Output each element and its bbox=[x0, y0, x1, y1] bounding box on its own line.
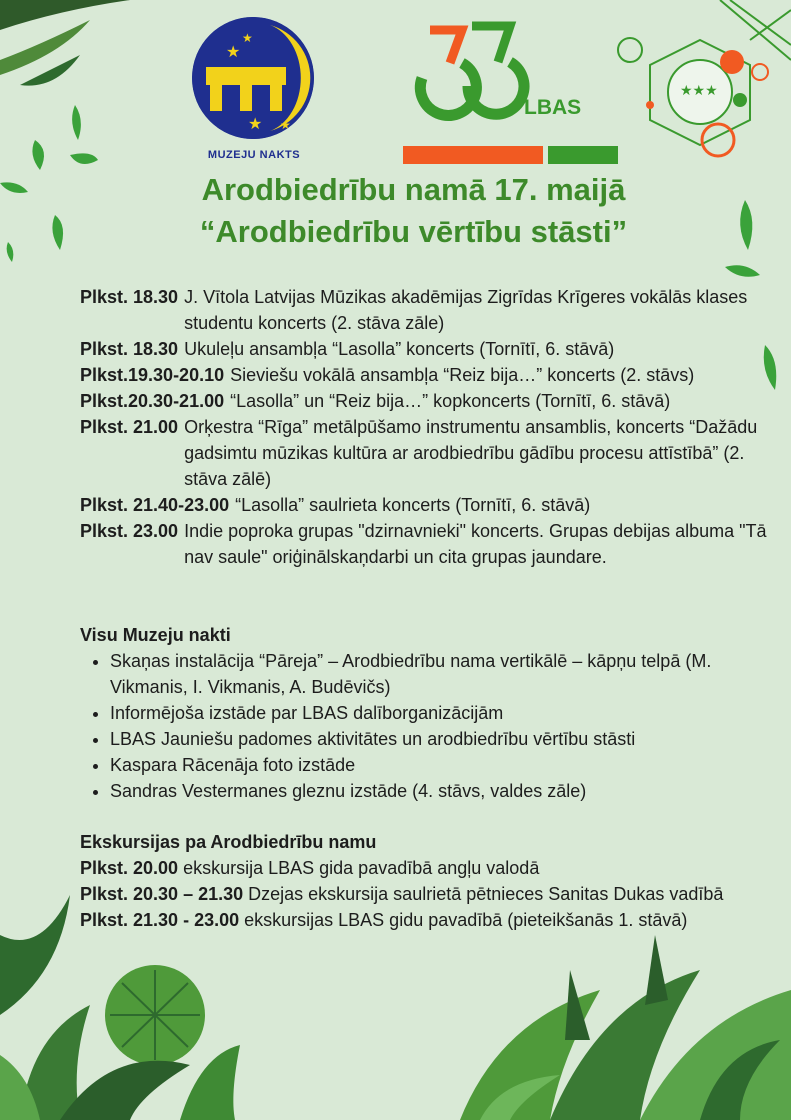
schedule-description: “Lasolla” un “Reiz bija…” kopkoncerts (Tornītī, 6. stāvā) bbox=[230, 391, 671, 411]
excursion-time: Plkst. 21.30 - 23.00 bbox=[80, 910, 240, 930]
schedule-description: Sieviešu vokālā ansambļa “Reiz bija…” koncerts (2. stāvs) bbox=[230, 365, 695, 385]
schedule-time: Plkst. 18.30 bbox=[80, 339, 179, 359]
svg-text:★: ★ bbox=[226, 42, 241, 61]
schedule-description: “Lasolla” saulrieta koncerts (Tornītī, 6. stāvā) bbox=[235, 495, 591, 515]
excursion-description: ekskursijas LBAS gidu pavadībā (pieteikšanās 1. stāvā) bbox=[244, 910, 688, 930]
schedule-item bbox=[80, 388, 770, 414]
schedule-description: J. Vītola Latvijas Mūzikas akadēmijas Zigrīdas Krīgeres vokālās klases studentu koncerts (2. stāva zāle) bbox=[184, 287, 748, 333]
lbas-35-logo bbox=[400, 18, 625, 168]
schedule-item bbox=[80, 362, 770, 388]
schedule-description: Indie poproka grupas "dzirnavnieki" koncerts. Grupas debijas albuma "Tā nav saule" oriģinālskaņdarbi un cita grupas jaundare. bbox=[184, 521, 767, 567]
schedule-item bbox=[80, 336, 770, 362]
svg-text:★: ★ bbox=[280, 118, 291, 132]
page-title: Arodbiedrību namā 17. maijā bbox=[201, 172, 626, 207]
excursion-item bbox=[80, 855, 770, 881]
lbas-text: LBAS bbox=[524, 96, 582, 119]
schedule-item bbox=[80, 492, 770, 518]
excursion-description: ekskursija LBAS gida pavadībā angļu valodā bbox=[183, 858, 540, 878]
schedule-time: Plkst.20.30-21.00 bbox=[80, 391, 225, 411]
schedule-description: Ukuleļu ansambļa “Lasolla” koncerts (Tornītī, 6. stāvā) bbox=[184, 339, 615, 359]
excursion-time: Plkst. 20.30 – 21.30 bbox=[80, 884, 244, 904]
schedule-item bbox=[80, 414, 770, 492]
svg-text:★★★: ★★★ bbox=[680, 83, 718, 99]
schedule-time: Plkst. 21.40-23.00 bbox=[80, 495, 230, 515]
page-subtitle: “Arodbiedrību vērtību stāsti” bbox=[199, 214, 628, 249]
lbas-badge-icon bbox=[610, 0, 791, 170]
section-heading: Ekskursijas pa Arodbiedrību namu bbox=[80, 832, 377, 852]
list-item: • LBAS Jauniešu padomes aktivitātes un arodbiedrību vērtību stāsti bbox=[110, 726, 770, 752]
list-item: • Kaspara Rācenāja foto izstāde bbox=[110, 752, 770, 778]
schedule-item bbox=[80, 518, 770, 570]
list-item: • Skaņas instalācija “Pāreja” – Arodbiedrību nama vertikālē – kāpņu telpā (M. Vikmanis, I. Vikmanis, A. Budēvičs) bbox=[110, 648, 770, 700]
schedule-time: Plkst. 18.30 bbox=[80, 287, 179, 307]
muzeju-nakts-logo bbox=[192, 17, 316, 162]
schedule-time: Plkst.19.30-20.10 bbox=[80, 365, 225, 385]
excursion-description: Dzejas ekskursija saulrietā pētnieces Sanitas Dukas vadībā bbox=[248, 884, 724, 904]
lbas-35-emblem bbox=[400, 18, 530, 143]
schedule-time: Plkst. 23.00 bbox=[80, 521, 179, 541]
svg-text:★: ★ bbox=[242, 31, 253, 45]
all-night-section bbox=[80, 622, 770, 804]
plant-decoration-bottom-left bbox=[0, 895, 300, 1120]
list-item: • Informējoša izstāde par LBAS dalīborganizācijām bbox=[110, 700, 770, 726]
green-bar bbox=[548, 146, 618, 164]
schedule-description: Orķestra “Rīga” metālpūšamo instrumentu ansamblis, koncerts “Dažādu gadsimtu mūzikas kultūra ar arodbiedrību gādību procesu attīstībā” (2. stāva zālē) bbox=[184, 417, 758, 489]
svg-text:★: ★ bbox=[248, 114, 263, 133]
excursion-time: Plkst. 20.00 bbox=[80, 858, 179, 878]
plant-decoration-bottom-right bbox=[440, 930, 791, 1120]
list-item: • Sandras Vestermanes gleznu izstāde (4. stāvs, valdes zāle) bbox=[110, 778, 770, 804]
schedule-time: Plkst. 21.00 bbox=[80, 417, 179, 437]
orange-bar bbox=[403, 146, 543, 164]
muzeju-nakts-emblem bbox=[192, 17, 314, 139]
schedule-item bbox=[80, 284, 770, 336]
section-heading: Visu Muzeju nakti bbox=[80, 625, 231, 645]
schedule-list bbox=[80, 284, 770, 570]
muzeju-nakts-caption: MUZEJU NAKTS bbox=[207, 149, 301, 161]
bullet-list bbox=[80, 648, 770, 804]
